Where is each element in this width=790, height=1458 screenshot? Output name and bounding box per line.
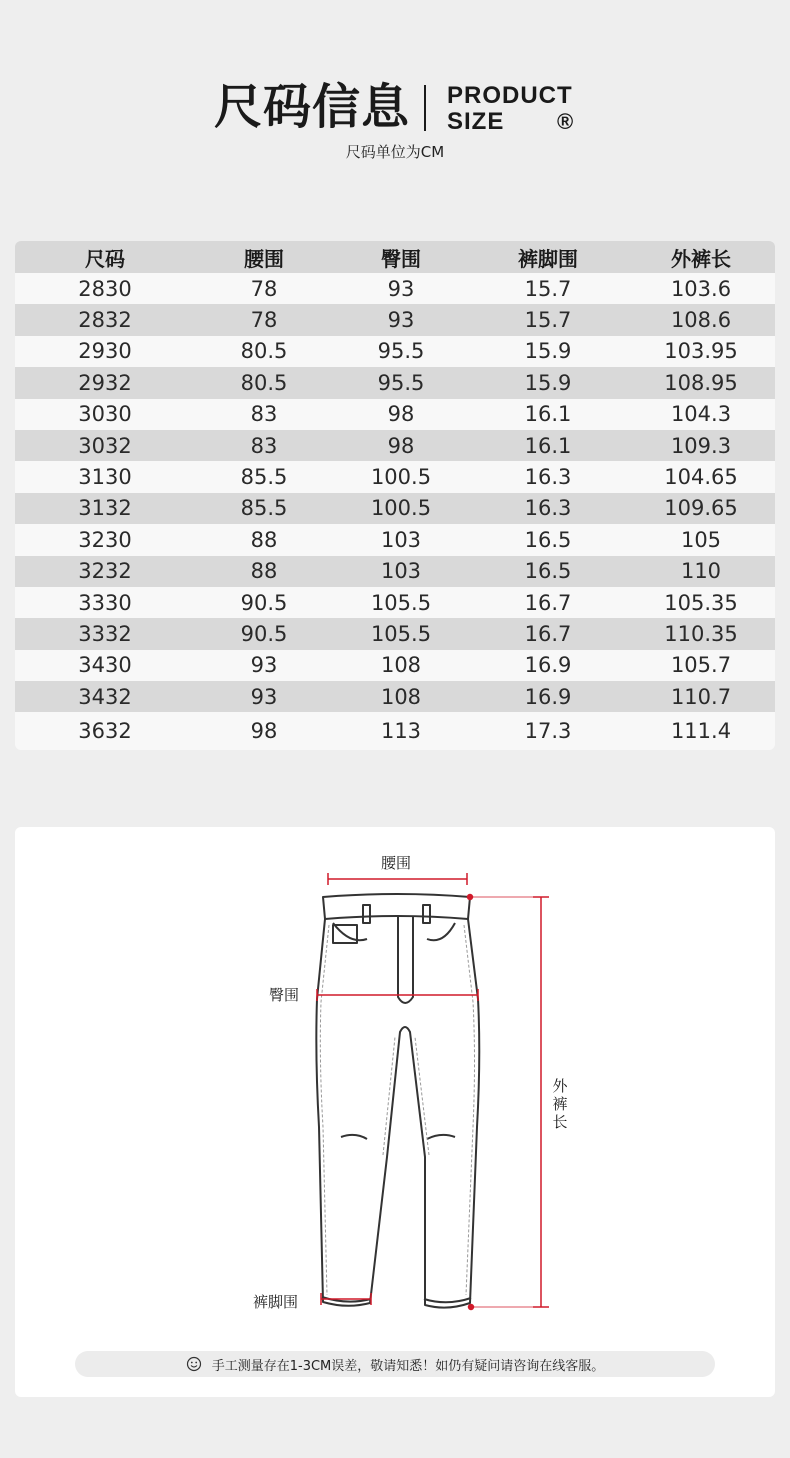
table-cell: 3332 xyxy=(15,618,195,649)
table-cell: 16.5 xyxy=(469,556,627,587)
table-cell: 105 xyxy=(627,524,775,555)
table-cell: 111.4 xyxy=(627,712,775,750)
table-cell: 104.65 xyxy=(627,461,775,492)
pants-diagram xyxy=(15,827,775,1347)
size-table-body xyxy=(15,273,775,750)
table-cell: 100.5 xyxy=(333,493,469,524)
table-cell: 109.3 xyxy=(627,430,775,461)
table-row xyxy=(15,304,775,335)
table-cell: 16.1 xyxy=(469,399,627,430)
table-cell: 3030 xyxy=(15,399,195,430)
table-cell: 110.35 xyxy=(627,618,775,649)
belt-loop xyxy=(423,905,430,923)
table-cell: 93 xyxy=(195,650,333,681)
table-cell: 3032 xyxy=(15,430,195,461)
table-cell: 105.35 xyxy=(627,587,775,618)
smile-icon xyxy=(186,1356,202,1372)
table-cell: 80.5 xyxy=(195,367,333,398)
table-row xyxy=(15,493,775,524)
table-cell: 78 xyxy=(195,304,333,335)
table-header-row xyxy=(15,241,775,273)
table-row xyxy=(15,587,775,618)
title-english-line1: PRODUCT xyxy=(447,82,573,109)
table-cell: 103.6 xyxy=(627,273,775,304)
table-cell: 2832 xyxy=(15,304,195,335)
table-cell: 16.3 xyxy=(469,493,627,524)
pants-diagram-card xyxy=(15,827,775,1397)
table-cell: 3330 xyxy=(15,587,195,618)
table-row xyxy=(15,336,775,367)
table-row xyxy=(15,367,775,398)
table-row xyxy=(15,556,775,587)
table-cell: 78 xyxy=(195,273,333,304)
table-cell: 15.7 xyxy=(469,304,627,335)
table-cell: 105.5 xyxy=(333,618,469,649)
registered-mark: ® xyxy=(557,109,575,134)
table-cell: 2830 xyxy=(15,273,195,304)
length-label-char: 外 xyxy=(552,1077,568,1095)
table-cell: 2930 xyxy=(15,336,195,367)
table-cell: 3632 xyxy=(15,712,195,750)
table-cell: 108.6 xyxy=(627,304,775,335)
fly-outline xyxy=(398,917,413,1003)
table-row xyxy=(15,650,775,681)
table-cell: 90.5 xyxy=(195,587,333,618)
table-cell: 3232 xyxy=(15,556,195,587)
table-row xyxy=(15,712,775,750)
table-cell: 15.9 xyxy=(469,336,627,367)
column-header: 腰围 xyxy=(195,241,333,273)
unit-subtitle: 尺码单位为CM xyxy=(345,143,445,161)
right-hem xyxy=(424,1298,471,1302)
table-cell: 93 xyxy=(195,681,333,712)
measurement-note xyxy=(75,1351,715,1377)
column-header: 臀围 xyxy=(333,241,469,273)
table-cell: 88 xyxy=(195,556,333,587)
column-header: 外裤长 xyxy=(627,241,775,273)
table-cell: 16.5 xyxy=(469,524,627,555)
title-english xyxy=(447,83,573,135)
table-cell: 110 xyxy=(627,556,775,587)
table-cell: 105.7 xyxy=(627,650,775,681)
table-cell: 3230 xyxy=(15,524,195,555)
table-cell: 103 xyxy=(333,556,469,587)
table-cell: 3432 xyxy=(15,681,195,712)
table-cell: 80.5 xyxy=(195,336,333,367)
table-cell: 103 xyxy=(333,524,469,555)
table-cell: 16.9 xyxy=(469,681,627,712)
table-cell: 113 xyxy=(333,712,469,750)
table-row xyxy=(15,461,775,492)
table-cell: 98 xyxy=(333,430,469,461)
table-cell: 16.9 xyxy=(469,650,627,681)
table-cell: 85.5 xyxy=(195,461,333,492)
table-cell: 100.5 xyxy=(333,461,469,492)
header xyxy=(0,75,790,165)
table-row xyxy=(15,273,775,304)
table-cell: 95.5 xyxy=(333,367,469,398)
table-cell: 83 xyxy=(195,430,333,461)
column-header: 裤脚围 xyxy=(469,241,627,273)
table-cell: 2932 xyxy=(15,367,195,398)
note-text: 手工测量存在1-3CM误差，敬请知悉！如仍有疑问请咨询在线客服。 xyxy=(211,1358,605,1374)
table-cell: 83 xyxy=(195,399,333,430)
length-label xyxy=(551,1077,569,1131)
length-label-char: 长 xyxy=(552,1113,568,1131)
table-cell: 108.95 xyxy=(627,367,775,398)
table-cell: 17.3 xyxy=(469,712,627,750)
title-english-line2: SIZE xyxy=(447,108,505,135)
table-cell: 16.7 xyxy=(469,587,627,618)
table-cell: 93 xyxy=(333,273,469,304)
table-row xyxy=(15,681,775,712)
belt-loop xyxy=(363,905,370,923)
table-row xyxy=(15,399,775,430)
table-cell: 85.5 xyxy=(195,493,333,524)
table-cell: 16.3 xyxy=(469,461,627,492)
table-cell: 3430 xyxy=(15,650,195,681)
table-row xyxy=(15,618,775,649)
column-header: 尺码 xyxy=(15,241,195,273)
table-row xyxy=(15,430,775,461)
table-cell: 103.95 xyxy=(627,336,775,367)
table-cell: 105.5 xyxy=(333,587,469,618)
table-cell: 98 xyxy=(333,399,469,430)
table-cell: 3132 xyxy=(15,493,195,524)
knee-crease xyxy=(427,1135,455,1139)
size-table xyxy=(15,241,775,750)
length-label-char: 裤 xyxy=(552,1095,568,1113)
table-cell: 15.7 xyxy=(469,273,627,304)
table-cell: 88 xyxy=(195,524,333,555)
table-cell: 93 xyxy=(333,304,469,335)
table-cell: 90.5 xyxy=(195,618,333,649)
table-cell: 95.5 xyxy=(333,336,469,367)
table-cell: 109.65 xyxy=(627,493,775,524)
waist-label: 腰围 xyxy=(381,854,412,872)
table-cell: 16.1 xyxy=(469,430,627,461)
table-row xyxy=(15,524,775,555)
right-pocket xyxy=(427,923,455,940)
waistband-outline xyxy=(323,894,470,919)
knee-crease xyxy=(341,1135,367,1139)
table-cell: 108 xyxy=(333,681,469,712)
hip-label: 臀围 xyxy=(269,986,300,1004)
table-cell: 98 xyxy=(195,712,333,750)
table-cell: 110.7 xyxy=(627,681,775,712)
hem-label: 裤脚围 xyxy=(253,1293,299,1311)
table-cell: 3130 xyxy=(15,461,195,492)
table-cell: 104.3 xyxy=(627,399,775,430)
page-title: 尺码信息 xyxy=(214,79,411,135)
table-cell: 108 xyxy=(333,650,469,681)
table-cell: 16.7 xyxy=(469,618,627,649)
title-divider xyxy=(424,85,426,131)
table-cell: 15.9 xyxy=(469,367,627,398)
